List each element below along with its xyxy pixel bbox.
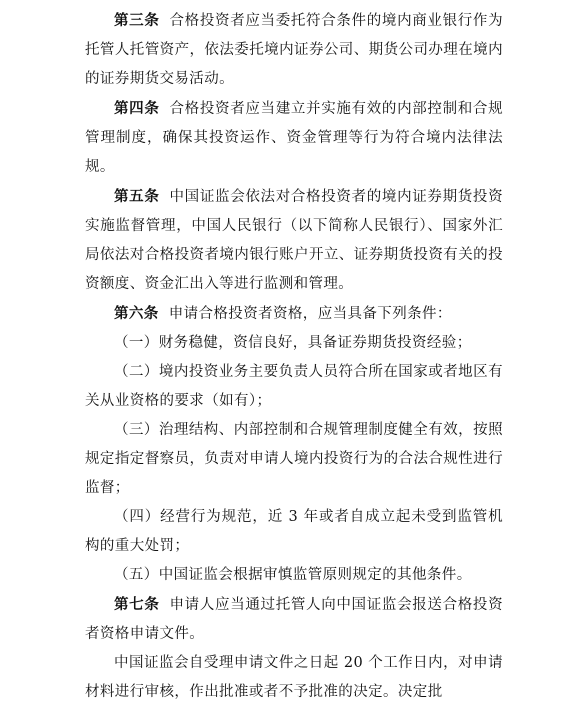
item-text: （三）治理结构、内部控制和合规管理制度健全有效，按照规定指定督察员，负责对申请人境内投资行为的合法合规性进行监督； xyxy=(85,422,503,496)
article-3 xyxy=(85,6,503,94)
article-7-continued xyxy=(85,649,503,707)
article-4 xyxy=(85,94,503,182)
article-7 xyxy=(85,590,503,649)
condition-item-5 xyxy=(85,561,503,590)
item-text: （二）境内投资业务主要负责人员符合所在国家或者地区有关从业资格的要求（如有）； xyxy=(85,364,503,409)
article-text: 合格投资者应当建立并实施有效的内部控制和合规管理制度，确保其投资运作、资金管理等行为符合境内法律法规。 xyxy=(85,101,503,175)
article-number: 第五条 xyxy=(114,188,160,205)
condition-item-2 xyxy=(85,358,503,416)
item-text: （四）经营行为规范，近 3 年或者自成立起未受到监管机构的重大处罚； xyxy=(85,509,503,554)
article-number: 第四条 xyxy=(114,100,160,117)
article-5 xyxy=(85,182,503,299)
paragraph-text: 中国证监会自受理申请文件之日起 20 个工作日内，对申请材料进行审核，作出批准或者不予批准的决定。决定批 xyxy=(85,655,503,700)
article-text: 申请合格投资者资格，应当具备下列条件： xyxy=(168,306,452,322)
article-number: 第六条 xyxy=(114,305,159,322)
condition-item-4 xyxy=(85,503,503,561)
article-text: 合格投资者应当委托符合条件的境内商业银行作为托管人托管资产，依法委托境内证券公司、期货公司办理在境内的证券期货交易活动。 xyxy=(85,13,503,87)
article-text: 申请人应当通过托管人向中国证监会报送合格投资者资格申请文件。 xyxy=(85,597,503,642)
condition-item-1 xyxy=(85,329,503,358)
item-text: （五）中国证监会根据审慎监管原则规定的其他条件。 xyxy=(114,567,472,583)
article-text: 中国证监会依法对合格投资者的境内证券期货投资实施监督管理，中国人民银行（以下简称人民银行）、国家外汇局依法对合格投资者境内银行账户开立、证券期货投资有关的投资额度、资金汇出入等进行监测和管理。 xyxy=(85,189,503,292)
item-text: （一）财务稳健，资信良好，具备证券期货投资经验； xyxy=(114,335,472,351)
condition-item-3 xyxy=(85,416,503,503)
article-6 xyxy=(85,299,503,329)
article-number: 第三条 xyxy=(114,12,160,29)
article-number: 第七条 xyxy=(114,596,160,613)
document-page xyxy=(85,6,503,707)
